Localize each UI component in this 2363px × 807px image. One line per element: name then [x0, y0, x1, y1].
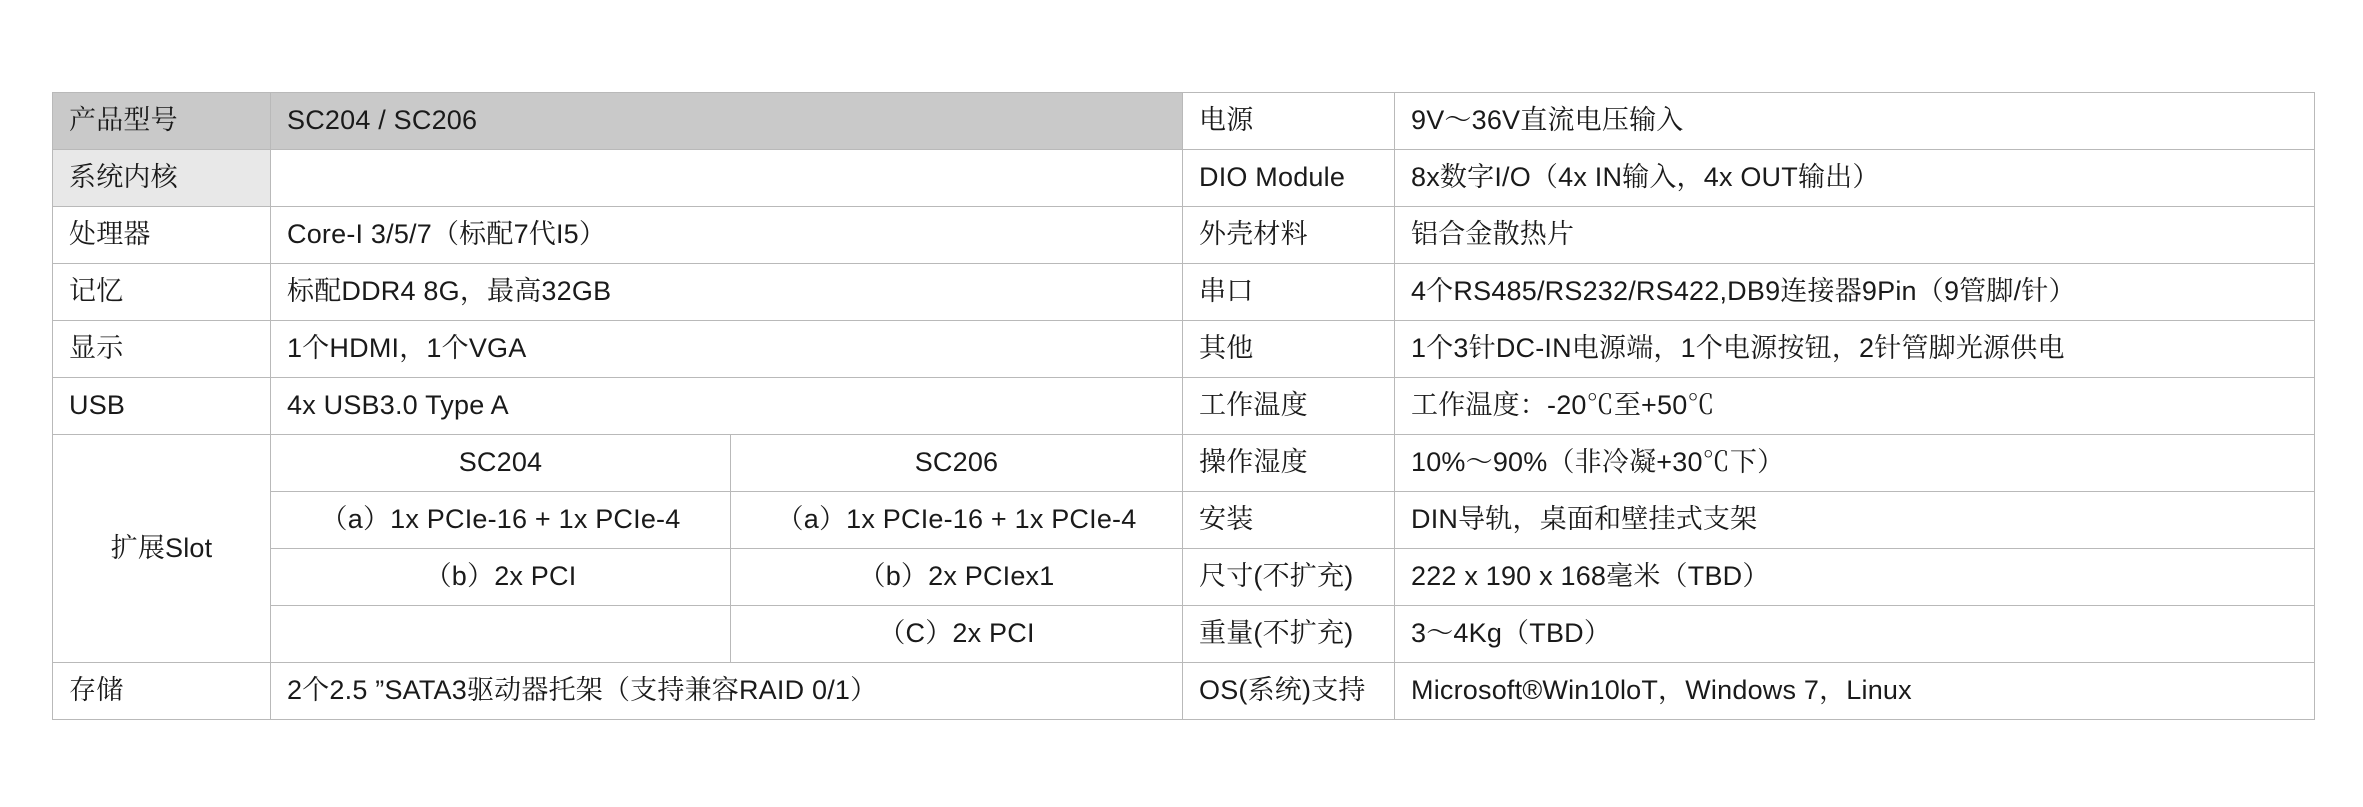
row-value: 2个2.5 ”SATA3驱动器托架（支持兼容RAID 0/1）	[271, 663, 1183, 720]
table-row	[53, 150, 2315, 207]
row-label-right: 工作温度	[1183, 378, 1395, 435]
specification-table	[52, 92, 2315, 720]
row-label-right: OS(系统)支持	[1183, 663, 1395, 720]
row-value-right: 8x数字I/O（4x IN输入，4x OUT输出）	[1395, 150, 2315, 207]
row-value: 1个HDMI，1个VGA	[271, 321, 1183, 378]
expansion-slot-label: 扩展Slot	[53, 435, 271, 663]
row-label-right: 操作湿度	[1183, 435, 1395, 492]
row-label-right: 外壳材料	[1183, 207, 1395, 264]
row-label: 记忆	[53, 264, 271, 321]
row-label-right: 尺寸(不扩充)	[1183, 549, 1395, 606]
row-value: SC204 / SC206	[271, 93, 1183, 150]
row-value-right: 铝合金散热片	[1395, 207, 2315, 264]
row-label-right: 电源	[1183, 93, 1395, 150]
table-row	[53, 93, 2315, 150]
row-value: Core-I 3/5/7（标配7代I5）	[271, 207, 1183, 264]
row-value	[271, 150, 1183, 207]
expansion-item-sc204: （b）2x PCI	[271, 549, 731, 606]
expansion-item-sc206: （C）2x PCI	[731, 606, 1183, 663]
row-label: 系统内核	[53, 150, 271, 207]
row-value-right: 1个3针DC-IN电源端，1个电源按钮，2针管脚光源供电	[1395, 321, 2315, 378]
table-row-expansion-header	[53, 435, 2315, 492]
expansion-item-sc204: （a）1x PCIe-16 + 1x PCIe-4	[271, 492, 731, 549]
row-label: 处理器	[53, 207, 271, 264]
expansion-col-header-sc206: SC206	[731, 435, 1183, 492]
specification-table-container	[52, 92, 2314, 720]
row-value-right: Microsoft®Win10loT，Windows 7，Linux	[1395, 663, 2315, 720]
row-label-right: 其他	[1183, 321, 1395, 378]
row-label: 显示	[53, 321, 271, 378]
table-row	[53, 549, 2315, 606]
table-row	[53, 207, 2315, 264]
row-label: 存储	[53, 663, 271, 720]
row-label-right: 安装	[1183, 492, 1395, 549]
table-row	[53, 663, 2315, 720]
row-label-right: 重量(不扩充)	[1183, 606, 1395, 663]
expansion-col-header-sc204: SC204	[271, 435, 731, 492]
row-value-right: 222 x 190 x 168毫米（TBD）	[1395, 549, 2315, 606]
row-value-right: DIN导轨，桌面和壁挂式支架	[1395, 492, 2315, 549]
table-row	[53, 492, 2315, 549]
table-row	[53, 264, 2315, 321]
row-value: 标配DDR4 8G，最高32GB	[271, 264, 1183, 321]
expansion-item-sc204	[271, 606, 731, 663]
row-label: USB	[53, 378, 271, 435]
row-value: 4x USB3.0 Type A	[271, 378, 1183, 435]
table-row	[53, 321, 2315, 378]
row-label-right: 串口	[1183, 264, 1395, 321]
table-row	[53, 606, 2315, 663]
expansion-item-sc206: （a）1x PCIe-16 + 1x PCIe-4	[731, 492, 1183, 549]
row-value-right: 10%～90%（非冷凝+30℃下）	[1395, 435, 2315, 492]
row-value-right: 9V～36V直流电压输入	[1395, 93, 2315, 150]
row-value-right: 4个RS485/RS232/RS422,DB9连接器9Pin（9管脚/针）	[1395, 264, 2315, 321]
row-label-right: DIO Module	[1183, 150, 1395, 207]
row-value-right: 工作温度：-20℃至+50℃	[1395, 378, 2315, 435]
row-label: 产品型号	[53, 93, 271, 150]
expansion-item-sc206: （b）2x PCIex1	[731, 549, 1183, 606]
table-row	[53, 378, 2315, 435]
row-value-right: 3～4Kg（TBD）	[1395, 606, 2315, 663]
